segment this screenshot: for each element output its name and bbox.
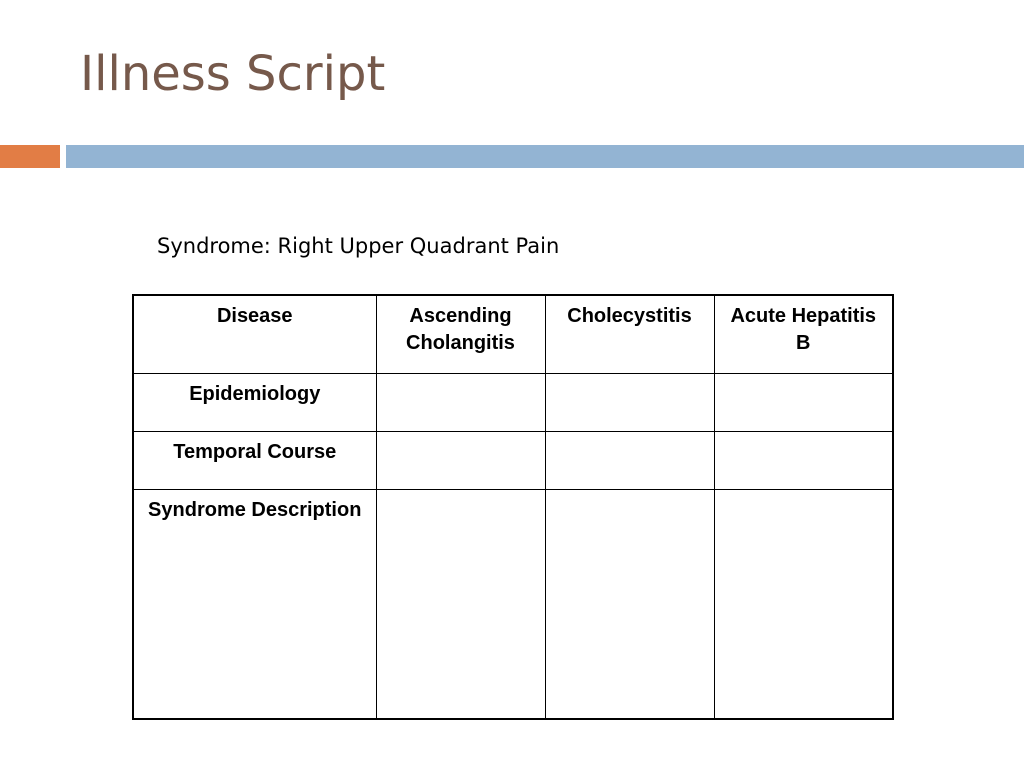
illness-script-table bbox=[132, 294, 894, 720]
table-cell bbox=[545, 373, 714, 431]
table-cell bbox=[376, 431, 545, 489]
table-row-epidemiology bbox=[133, 373, 893, 431]
table-row-temporal-course bbox=[133, 431, 893, 489]
table-cell bbox=[714, 489, 893, 719]
header-cell-cholecystitis: Cholecystitis bbox=[545, 295, 714, 373]
slide-title: Illness Script bbox=[80, 46, 386, 102]
header-cell-ascending-cholangitis: Ascending Cholangitis bbox=[376, 295, 545, 373]
table-row-syndrome-description bbox=[133, 489, 893, 719]
title-underline-accent bbox=[0, 145, 60, 168]
title-underline-bar bbox=[66, 145, 1024, 168]
table-cell bbox=[714, 373, 893, 431]
table-cell bbox=[545, 431, 714, 489]
row-label-epidemiology: Epidemiology bbox=[133, 373, 376, 431]
table-cell bbox=[376, 489, 545, 719]
row-label-syndrome-description: Syndrome Description bbox=[133, 489, 376, 719]
table-cell bbox=[376, 373, 545, 431]
row-label-temporal-course: Temporal Course bbox=[133, 431, 376, 489]
header-cell-disease: Disease bbox=[133, 295, 376, 373]
table-header-row bbox=[133, 295, 893, 373]
header-cell-acute-hepatitis-b: Acute Hepatitis B bbox=[714, 295, 893, 373]
table-cell bbox=[714, 431, 893, 489]
table-cell bbox=[545, 489, 714, 719]
syndrome-subtitle: Syndrome: Right Upper Quadrant Pain bbox=[157, 234, 560, 258]
